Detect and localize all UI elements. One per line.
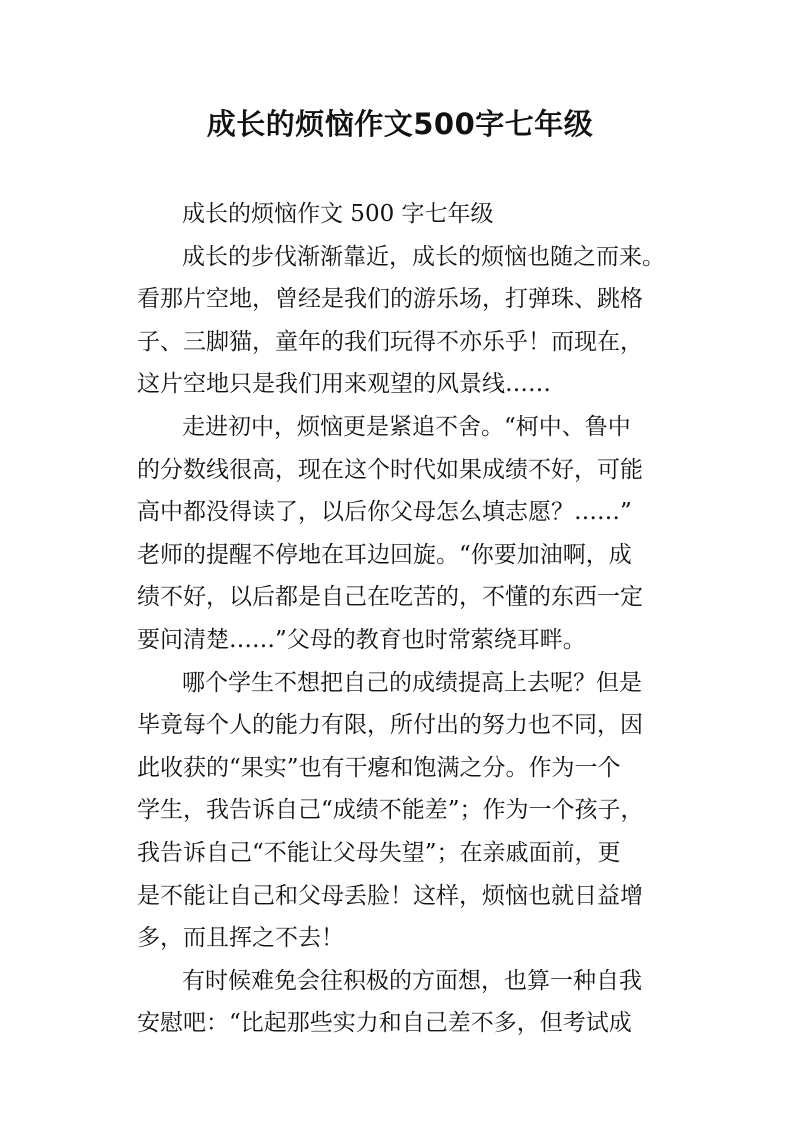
text-line: 走进初中，烦恼更是紧追不舍。“柯中、鲁中 bbox=[182, 413, 631, 440]
text-line: 多，而且挥之不去！ bbox=[137, 925, 344, 952]
text-line: 此收获的“果实”也有干瘪和饱满之分。作为一个 bbox=[137, 754, 621, 781]
text-line: 高中都没得读了，以后你父母怎么填志愿？……” bbox=[137, 499, 632, 526]
text-line: 子、三脚猫，童年的我们玩得不亦乐乎！而现在， bbox=[137, 328, 643, 355]
text-line: 是不能让自己和父母丢脸！这样，烦恼也就日益增 bbox=[137, 882, 643, 909]
subtitle-line: 成长的烦恼作文 500 字七年级 bbox=[182, 201, 494, 227]
text-line: 这片空地只是我们用来观望的风景线…… bbox=[137, 371, 551, 398]
text-line: 我告诉自己“不能让父母失望”；在亲戚面前，更 bbox=[137, 839, 621, 866]
text-line: 学生，我告诉自己“成绩不能差”；作为一个孩子， bbox=[137, 797, 644, 824]
text-line: 哪个学生不想把自己的成绩提高上去呢？但是 bbox=[182, 669, 642, 696]
text-line: 有时候难免会往积极的方面想，也算一种自我 bbox=[182, 967, 642, 994]
text-line: 老师的提醒不停地在耳边回旋。“你要加油啊，成 bbox=[137, 541, 632, 568]
text-line: 的分数线很高，现在这个时代如果成绩不好，可能 bbox=[137, 456, 643, 483]
text-line: 看那片空地，曾经是我们的游乐场，打弹珠、跳格 bbox=[137, 286, 643, 313]
text-line: 绩不好，以后都是自己在吃苦的，不懂的东西一定 bbox=[137, 584, 643, 611]
text-line: 毕竟每个人的能力有限，所付出的努力也不同，因 bbox=[137, 712, 643, 739]
text-line: 成长的步伐渐渐靠近，成长的烦恼也随之而来。 bbox=[182, 243, 665, 270]
text-line: 安慰吧：“比起那些实力和自己差不多，但考试成 bbox=[137, 1010, 632, 1037]
document-title: 成长的烦恼作文500字七年级 bbox=[206, 107, 594, 141]
document-body bbox=[137, 193, 697, 1045]
text-line: 要问清楚……”父母的教育也时常萦绕耳畔。 bbox=[137, 626, 586, 653]
